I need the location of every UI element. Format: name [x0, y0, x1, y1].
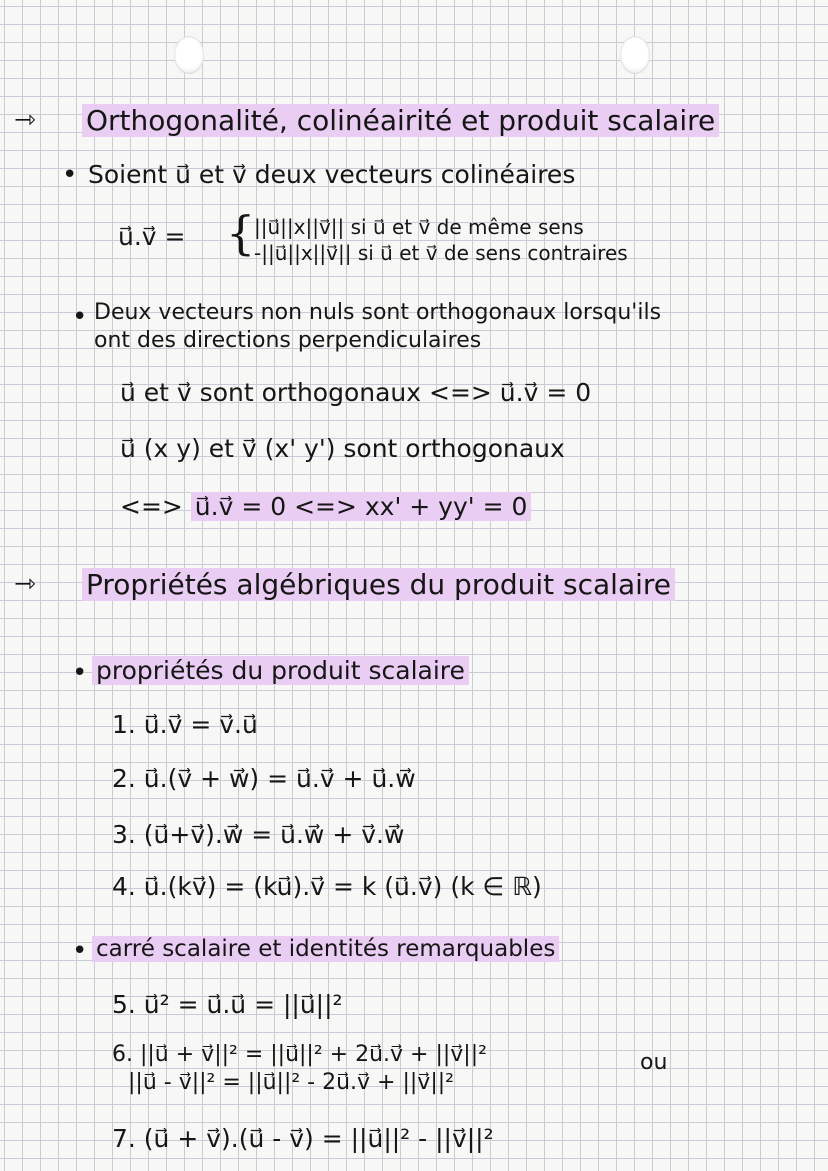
bullet-icon: •: [72, 302, 88, 332]
arrow-icon: ⇾: [14, 569, 36, 599]
bullet-icon: •: [72, 658, 88, 688]
arrow-icon: ⇾: [14, 105, 36, 135]
heading-orthogonalite: [14, 106, 814, 136]
binder-hole-right: [620, 36, 650, 74]
property-3: 3. (u⃗+v⃗).w⃗ = u⃗.w⃗ + v⃗.w⃗: [112, 820, 405, 849]
orthogonal-equivalence: u⃗ et v⃗ sont orthogonaux <=> u⃗.v⃗ = 0: [120, 378, 592, 407]
colinear-lhs: u⃗.v⃗ =: [118, 222, 186, 251]
colinear-intro: Soient u⃗ et v⃗ deux vecteurs colinéaires: [88, 160, 576, 189]
brace-icon: {: [226, 206, 256, 260]
heading-2-text: Propriétés algébriques du produit scalaire: [82, 568, 675, 601]
property-2: 2. u⃗.(v⃗ + w⃗) = u⃗.v⃗ + u⃗.w⃗: [112, 764, 416, 793]
orthogonal-def-line1: Deux vecteurs non nuls sont orthogonaux lorsqu'ils: [94, 300, 662, 325]
coord-condition-highlight: u⃗.v⃗ = 0 <=> xx' + yy' = 0: [191, 492, 532, 521]
colinear-case-opposite: -||u⃗||x||v⃗|| si u⃗ et v⃗ de sens contraires: [254, 241, 628, 265]
orthogonal-coord-condition: [120, 492, 531, 522]
property-1: 1. u⃗.v⃗ = v⃗.u⃗: [112, 710, 258, 739]
subheading-properties: propriétés du produit scalaire: [92, 656, 469, 686]
property-6b: ||u⃗ - v⃗||² = ||u⃗||² - 2u⃗.v⃗ + ||v⃗||²: [128, 1070, 454, 1095]
property-5: 5. u⃗² = u⃗.u⃗ = ||u⃗||²: [112, 990, 343, 1019]
bullet-icon: •: [72, 936, 88, 966]
colinear-case-same: ||u⃗||x||v⃗|| si u⃗ et v⃗ de même sens: [254, 215, 584, 239]
orthogonal-def-line2: ont des directions perpendiculaires: [94, 328, 482, 353]
property-6-or: ou: [640, 1050, 668, 1075]
orthogonal-coordinates: u⃗ (x y) et v⃗ (x' y') sont orthogonaux: [120, 434, 565, 463]
property-6a: 6. ||u⃗ + v⃗||² = ||u⃗||² + 2u⃗.v⃗ + ||v⃗||²: [112, 1042, 487, 1067]
property-7: 7. (u⃗ + v⃗).(u⃗ - v⃗) = ||u⃗||² - ||v⃗||²: [112, 1124, 494, 1153]
binder-hole-left: [174, 36, 204, 74]
heading-1-text: Orthogonalité, colinéairité et produit scalaire: [82, 104, 719, 137]
equiv-symbol: <=>: [120, 492, 183, 521]
heading-proprietes: [14, 570, 774, 600]
bullet-icon: •: [62, 160, 78, 190]
property-4: 4. u⃗.(kv⃗) = (ku⃗).v⃗ = k (u⃗.v⃗) (k ∈ ℝ): [112, 872, 542, 901]
subheading-square: carré scalaire et identités remarquables: [92, 934, 559, 964]
